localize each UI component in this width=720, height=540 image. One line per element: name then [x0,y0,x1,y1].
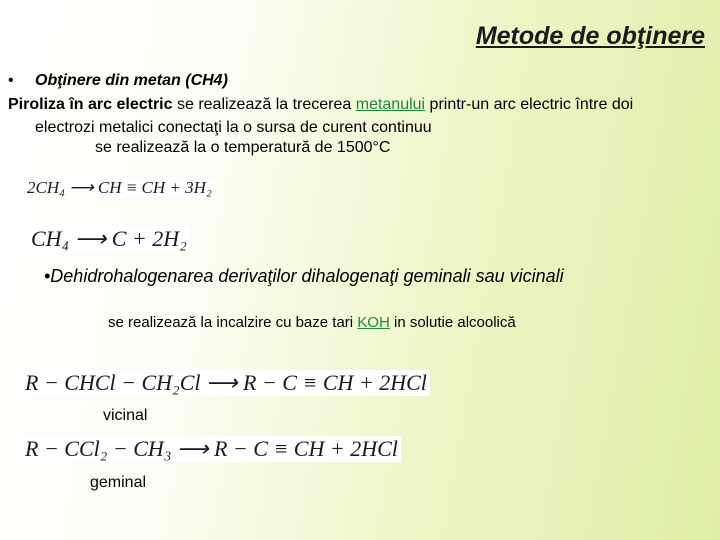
slide-title: Metode de obţinere [475,22,705,50]
geminal-label: geminal [90,474,147,491]
equation-geminal: R − CCl₂ − CH₃ ⟶ R − C ≡ CH + 2HCl [22,436,401,462]
koh-line [108,314,516,331]
pyrolysis-text-b: printr-un arc electric între doi [425,96,634,113]
equation-vicinal: R − CHCl − CH₂Cl ⟶ R − C ≡ CH + 2HCl [22,370,430,396]
koh-text-a: se realizează la incalzire cu baze tari [108,314,358,331]
electrodes-line: electrozi metalici conectaţi la o sursa de curent continuu [35,119,432,136]
pyrolysis-text-a: se realizează la trecerea [172,96,356,113]
section1-heading: Obţinere din metan (CH4) [35,72,228,89]
koh-text-b: in solutie alcoolică [389,314,516,331]
pyrolysis-line [8,96,633,114]
equation-acetylene: 2CH₄ ⟶ CH ≡ CH + 3H₂ [24,178,215,198]
temperature-line: se realizează la o temperatură de 1500°C [95,139,391,156]
vicinal-label: vicinal [103,407,148,424]
koh-link[interactable]: KOH [357,314,390,331]
bullet-marker: • [8,72,14,89]
equation-carbon: CH₄ ⟶ C + 2H₂ [28,226,190,252]
metan-link[interactable]: metanului [355,96,426,113]
pyrolysis-term: Piroliza în arc electric [8,96,173,113]
section2-heading: •Dehidrohalogenarea derivaţilor dihalogenaţi geminali sau vicinali [44,266,564,286]
